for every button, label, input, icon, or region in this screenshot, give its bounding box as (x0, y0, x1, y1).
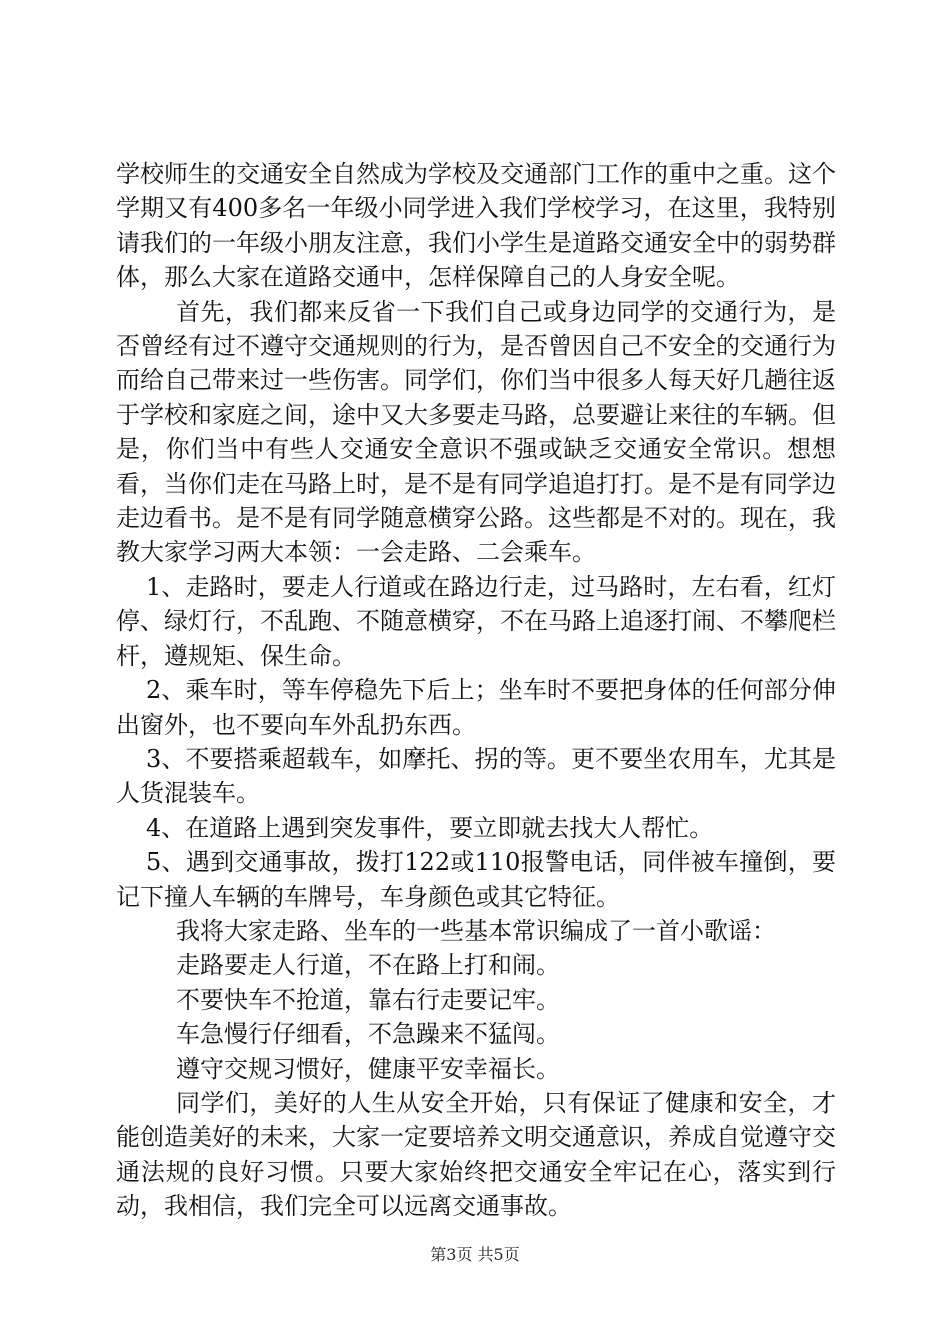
rhyme-line: 车急慢行仔细看，不急躁来不猛闯。 (176, 1020, 560, 1049)
paragraph-intro-continued: 学校师生的交通安全自然成为学校及交通部门工作的重中之重。这个学期又有400多名一年级小同学进入我们学校学习，在这里，我特别请我们的一年级小朋友注意，我们小学生是道路交通安全中的弱势群体，那么大家在道路交通中，怎样保障自己的人身安全呢。 (116, 160, 836, 292)
rhyme-intro: 我将大家走路、坐车的一些基本常识编成了一首小歌谣： (176, 916, 776, 945)
rule-item-riding: 2、乘车时，等车停稳先下后上；坐车时不要把身体的任何部分伸出窗外，也不要向车外乱扔东西。 (116, 676, 836, 739)
rhyme-line: 走路要走人行道，不在路上打和闹。 (176, 951, 560, 980)
rule-item-emergency: 4、在道路上遇到突发事件，要立即就去找大人帮忙。 (146, 813, 714, 842)
rule-item-overloaded: 3、不要搭乘超载车，如摩托、拐的等。更不要坐农用车，尤其是人货混装车。 (116, 744, 836, 808)
page-number-footer: 第3页 共5页 (430, 1245, 520, 1264)
paragraph-conclusion: 同学们，美好的人生从安全开始，只有保证了健康和安全，才能创造美好的未来，大家一定要培养文明交通意识，养成自觉遵守交通法规的良好习惯。只要大家始终把交通安全牢记在心，落实到行动，我相信，我们完全可以远离交通事故。 (116, 1088, 836, 1221)
rule-item-accident: 5、遇到交通事故，拨打122或110报警电话，同伴被车撞倒，要记下撞人车辆的车牌号，车身颜色或其它特征。 (116, 848, 836, 911)
paragraph-reflection: 首先，我们都来反省一下我们自己或身边同学的交通行为，是否曾经有过不遵守交通规则的行为，是否曾因自己不安全的交通行为而给自己带来过一些伤害。同学们，你们当中很多人每天好几趟往返于学校和家庭之间，途中又大多要走马路，总要避让来往的车辆。但是，你们当中有些人交通安全意识不强或缺乏交通安全常识。想想看，当你们走在马路上时，是不是有同学追追打打。是不是有同学边走边看书。是不是有同学随意横穿公路。这些都是不对的。现在，我教大家学习两大本领：一会走路、二会乘车。 (116, 297, 836, 567)
document-body (116, 157, 836, 1224)
rhyme-line: 遵守交规习惯好，健康平安幸福长。 (176, 1054, 560, 1083)
rhyme-line: 不要快车不抢道，靠右行走要记牢。 (176, 985, 560, 1014)
rule-item-walking: 1、走路时，要走人行道或在路边行走，过马路时，左右看，红灯停、绿灯行，不乱跑、不随意横穿，不在马路上追逐打闹、不攀爬栏杆，遵规矩、保生命。 (116, 572, 836, 670)
